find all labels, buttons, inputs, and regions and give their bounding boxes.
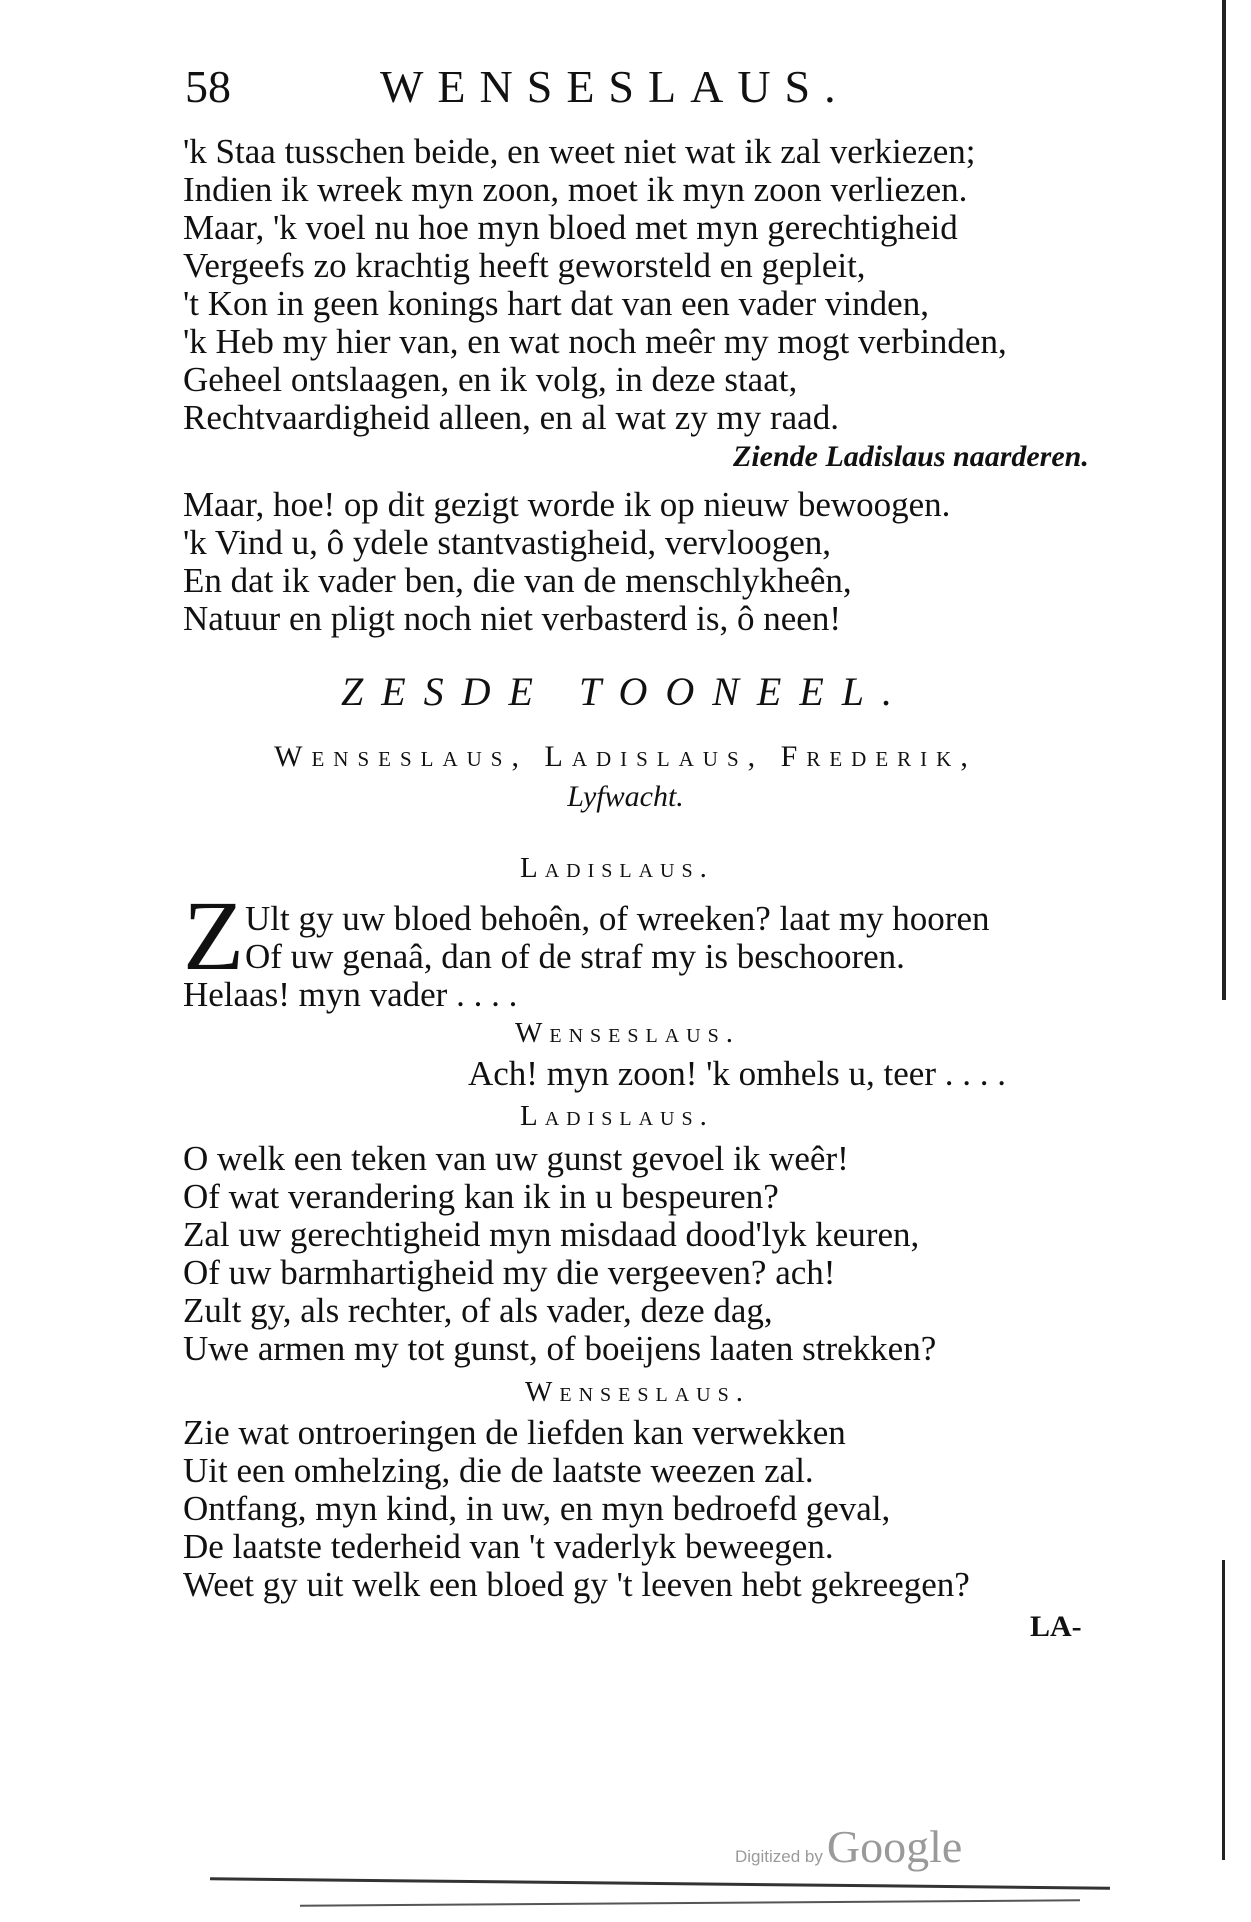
verse-line: Ach! myn zoon! 'k omhels u, teer . . . .	[468, 1054, 1006, 1093]
verse-line: 'k Staa tusschen beide, en weet niet wat ik zal verkiezen;	[183, 132, 976, 171]
page-edge-line	[1222, 0, 1226, 1000]
watermark-prefix: Digitized by	[735, 1847, 823, 1866]
verse-line: 'k Heb my hier van, en wat noch meêr my mogt verbinden,	[183, 322, 1007, 361]
verse-line: Of wat verandering kan ik in u bespeuren?	[183, 1177, 779, 1216]
verse-line: Helaas! myn vader . . . .	[183, 975, 518, 1014]
verse-line: Maar, hoe! op dit gezigt worde ik op nieuw bewoogen.	[183, 485, 951, 524]
verse-line: Indien ik wreek myn zoon, moet ik myn zoon verliezen.	[183, 170, 968, 209]
verse-line: Uit een omhelzing, die de laatste weezen zal.	[183, 1451, 814, 1490]
cast-list-extra: Lyfwacht.	[567, 780, 684, 813]
speaker-heading: Ladislaus.	[520, 852, 714, 884]
verse-line: Zult gy, als rechter, of als vader, deze dag,	[183, 1291, 773, 1330]
verse-line: Of uw genaâ, dan of de straf my is beschooren.	[245, 937, 905, 976]
drop-capital: Z	[183, 880, 245, 991]
google-logo: Google	[826, 1821, 963, 1872]
verse-line: Maar, 'k voel nu hoe myn bloed met myn gerechtigheid	[183, 208, 958, 247]
verse-line: Vergeefs zo krachtig heeft geworsteld en gepleit,	[183, 246, 866, 285]
catchword: LA-	[1030, 1610, 1082, 1643]
page-edge-line	[1222, 1560, 1225, 1860]
verse-line: Zal uw gerechtigheid myn misdaad dood'lyk keuren,	[183, 1215, 920, 1254]
scene-title: ZESDE TOONEEL.	[340, 669, 911, 714]
verse-line: Uwe armen my tot gunst, of boeijens laaten strekken?	[183, 1329, 937, 1368]
stage-direction: Ziende Ladislaus naarderen.	[733, 440, 1089, 473]
cast-list: Wenseslaus, Ladislaus, Frederik,	[274, 740, 977, 773]
running-title: WENSESLAUS.	[380, 61, 850, 112]
verse-line: De laatste tederheid van 't vaderlyk beweegen.	[183, 1527, 834, 1566]
verse-line: Natuur en pligt noch niet verbasterd is, ô neen!	[183, 599, 841, 638]
verse-line: 't Kon in geen konings hart dat van een vader vinden,	[183, 284, 929, 323]
verse-line: Weet gy uit welk een bloed gy 't leeven hebt gekreegen?	[183, 1565, 970, 1604]
speaker-heading: Ladislaus.	[520, 1100, 714, 1132]
verse-line: 'k Vind u, ô ydele stantvastigheid, vervloogen,	[183, 523, 832, 562]
speaker-heading: Wenseslaus.	[525, 1376, 750, 1408]
page-header	[180, 60, 960, 120]
verse-line: Ontfang, myn kind, in uw, en myn bedroefd geval,	[183, 1489, 891, 1528]
bottom-page-edge	[210, 1877, 1110, 1889]
verse-line: En dat ik vader ben, die van de menschlykheên,	[183, 561, 852, 600]
verse-line: Zie wat ontroeringen de liefden kan verwekken	[183, 1413, 846, 1452]
verse-line: Geheel ontslaagen, en ik volg, in deze staat,	[183, 360, 798, 399]
speaker-heading: Wenseslaus.	[515, 1017, 740, 1049]
verse-line: O welk een teken van uw gunst gevoel ik weêr!	[183, 1139, 849, 1178]
verse-line: Of uw barmhartigheid my die vergeeven? ach!	[183, 1253, 836, 1292]
bottom-page-edge	[300, 1899, 1080, 1906]
google-watermark	[735, 1820, 962, 1873]
verse-line: Rechtvaardigheid alleen, en al wat zy my raad.	[183, 398, 839, 437]
page-number: 58	[185, 61, 231, 112]
verse-line: Ult gy uw bloed behoên, of wreeken? laat my hooren	[245, 899, 990, 938]
